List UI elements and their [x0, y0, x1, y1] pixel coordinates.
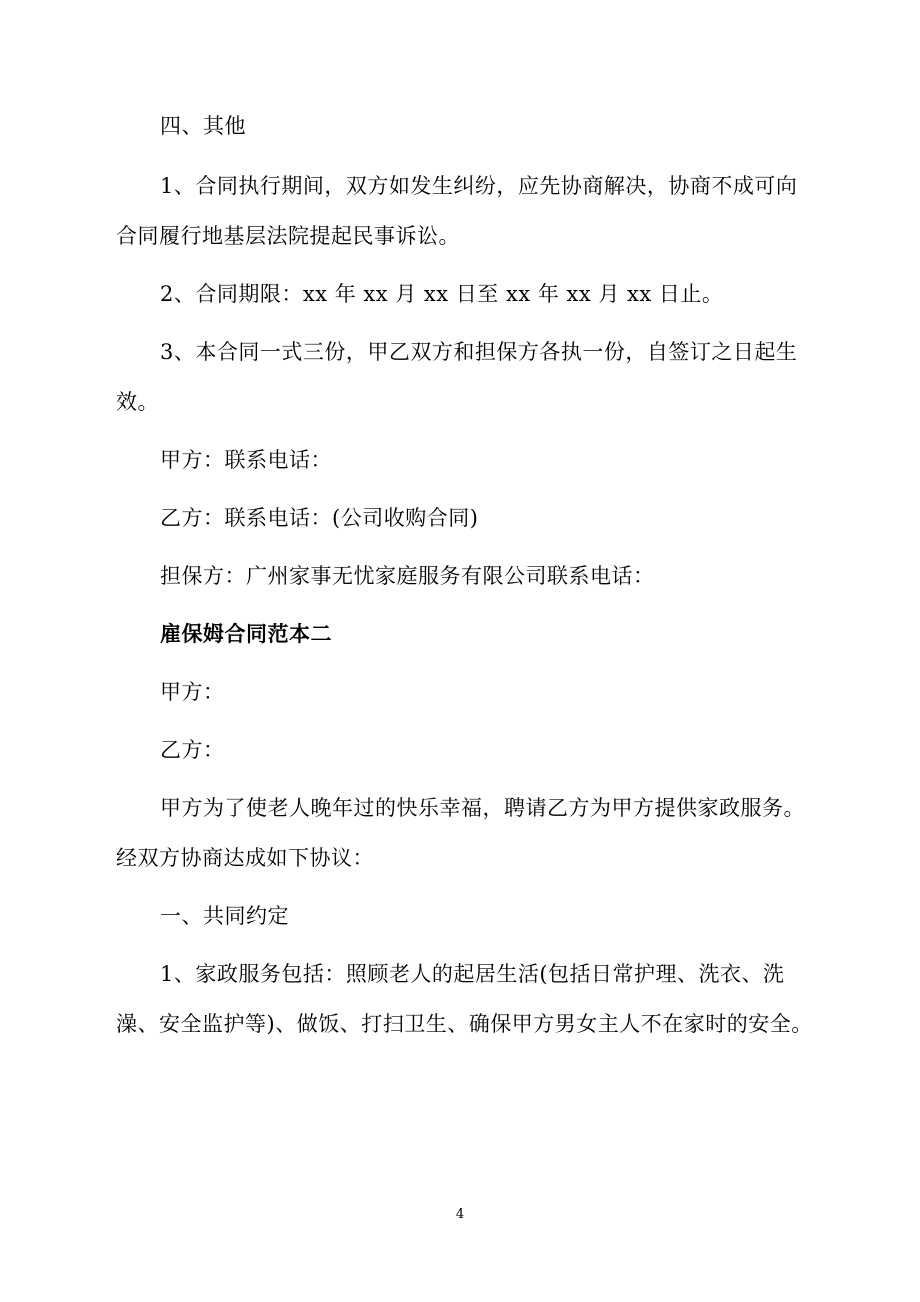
- section-heading-other: 四、其他: [160, 114, 246, 138]
- paragraph-line: 1、合同执行期间，双方如发生纠纷，应先协商解决，协商不成可向: [160, 174, 798, 198]
- paragraph-line: 3、本合同一式三份，甲乙双方和担保方各执一份，自签订之日起生: [160, 340, 798, 364]
- party-a-label: 甲方：: [160, 680, 225, 704]
- guarantor-contact: 担保方：广州家事无忧家庭服务有限公司联系电话：: [160, 564, 655, 588]
- party-b-contact: 乙方：联系电话：(公司收购合同): [160, 506, 479, 530]
- section-heading-agreement: 一、共同约定: [160, 904, 289, 928]
- paragraph-line: 1、家政服务包括：照顾老人的起居生活(包括日常护理、洗衣、洗: [160, 962, 785, 986]
- paragraph-line: 甲方为了使老人晚年过的快乐幸福，聘请乙方为甲方提供家政服务。: [160, 796, 805, 820]
- party-a-contact: 甲方：联系电话：: [160, 448, 332, 472]
- party-b-label: 乙方：: [160, 738, 225, 762]
- paragraph-line: 经双方协商达成如下协议：: [116, 846, 374, 870]
- paragraph-line: 效。: [116, 390, 159, 414]
- paragraph-line: 2、合同期限：xx 年 xx 月 xx 日至 xx 年 xx 月 xx 日止。: [160, 282, 724, 306]
- section-title: 雇保姆合同范本二: [160, 622, 332, 646]
- paragraph-line: 澡、安全监护等)、做饭、打扫卫生、确保甲方男女主人不在家时的安全。: [116, 1012, 813, 1036]
- page-number: 4: [455, 1207, 465, 1222]
- paragraph-line: 合同履行地基层法院提起民事诉讼。: [116, 224, 460, 248]
